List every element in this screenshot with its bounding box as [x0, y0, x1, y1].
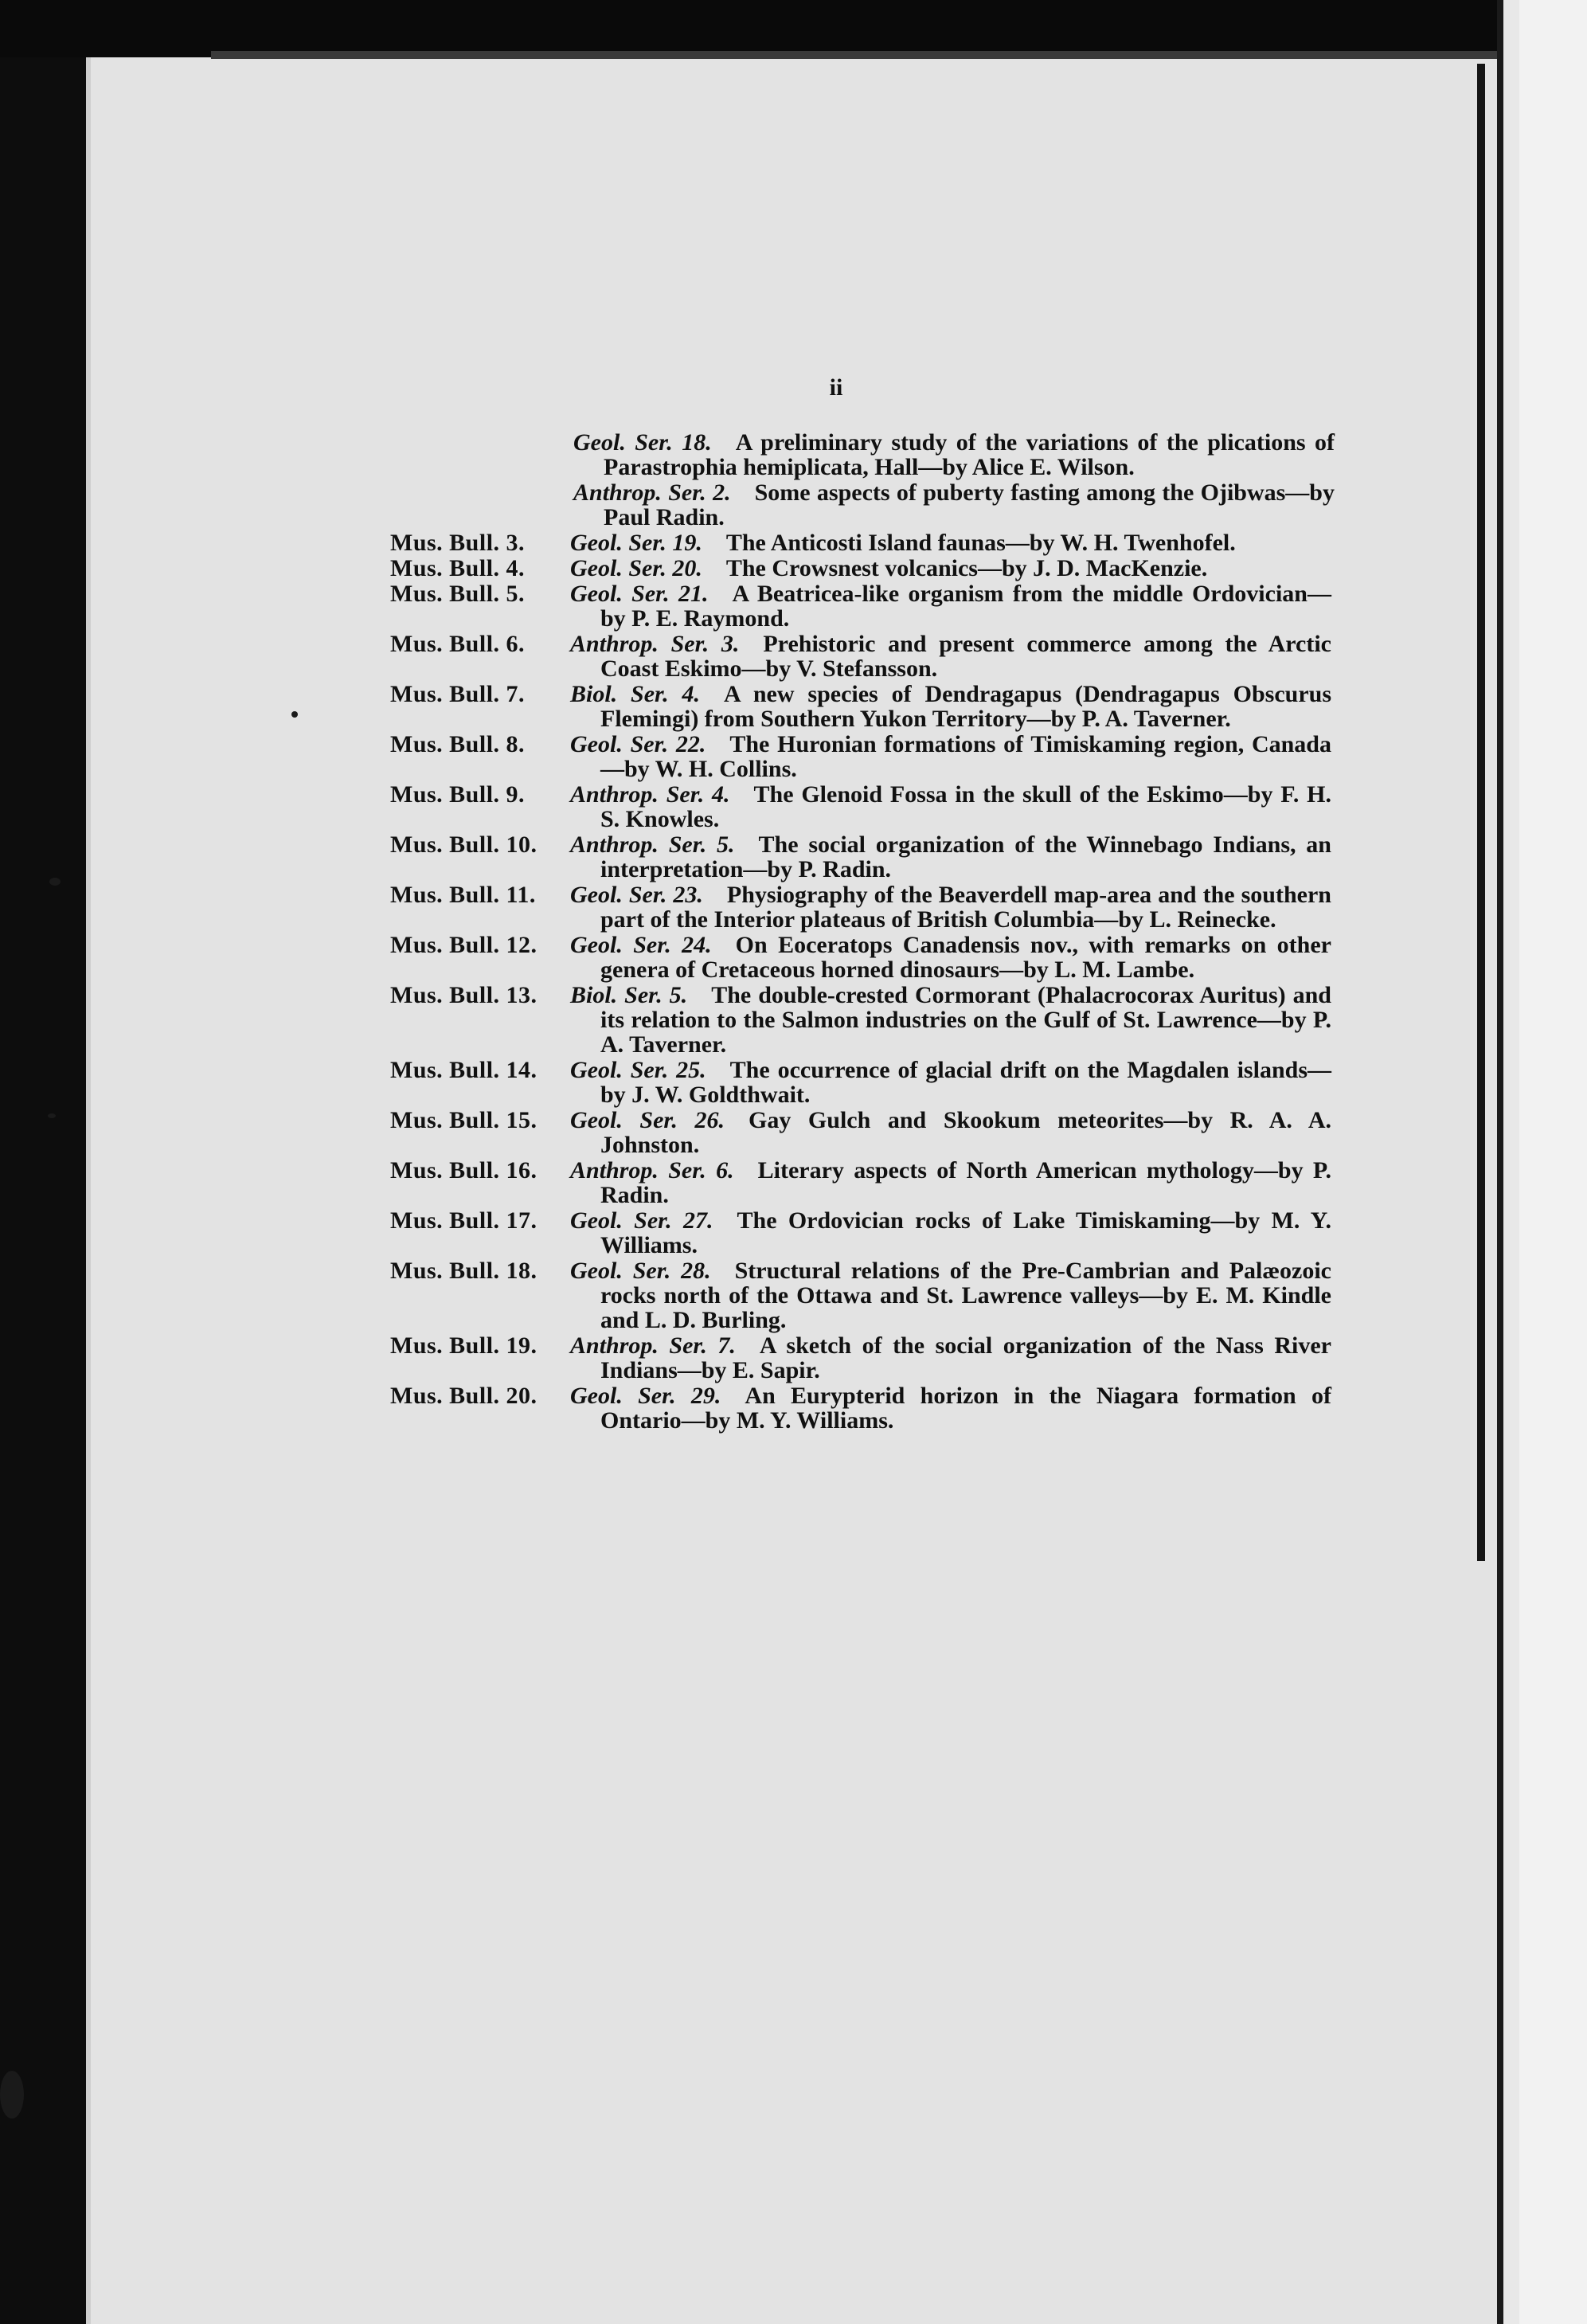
list-item: [0, 430, 1587, 479]
entry-description: [570, 1208, 1331, 1258]
bulletin-number: Mus. Bull. 15.: [390, 1107, 537, 1133]
publication-list: [0, 430, 1587, 1433]
publication-title: The occurrence of glacial drift on the Magdalen islands—by J. W. Goldthwait.: [600, 1057, 1331, 1108]
entry-description: [570, 1258, 1331, 1332]
scan-top-border: [0, 0, 1587, 57]
series-reference: Geol. Ser. 18.: [573, 429, 712, 456]
series-reference: Geol. Ser. 19.: [570, 530, 702, 556]
list-item: [0, 1158, 1587, 1207]
bulletin-number: Mus. Bull. 17.: [390, 1207, 537, 1234]
series-reference: Anthrop. Ser. 4.: [570, 781, 730, 808]
bulletin-number: Mus. Bull. 10.: [390, 831, 537, 858]
entry-description: [570, 882, 1331, 932]
bulletin-number: Mus. Bull. 3.: [390, 530, 526, 556]
bulletin-number: Mus. Bull. 14.: [390, 1057, 537, 1083]
series-reference: Geol. Ser. 27.: [570, 1207, 713, 1234]
list-item: [0, 782, 1587, 831]
publication-title: A preliminary study of the variations of the plications of Parastrophia hemiplicata, Hall—by Alice E. Wilson.: [604, 429, 1335, 480]
publication-title: The Huronian formations of Timiskaming region, Canada—by W. H. Collins.: [600, 731, 1331, 782]
publication-title: The double-crested Cormorant (Phalacrocorax Auritus) and its relation to the Salmon industries on the Gulf of St. Lawrence—by P. A. Taverner.: [600, 982, 1331, 1058]
bulletin-number: Mus. Bull. 8.: [390, 731, 526, 757]
entry-description: [570, 832, 1331, 882]
list-item: [0, 1108, 1587, 1157]
series-reference: Geol. Ser. 29.: [570, 1383, 721, 1409]
list-item: [0, 1058, 1587, 1107]
bulletin-number: Mus. Bull. 7.: [390, 681, 526, 707]
entry-description: [570, 581, 1331, 631]
list-item: [0, 1383, 1587, 1433]
publication-title: The Crowsnest volcanics—by J. D. MacKenzie.: [725, 555, 1208, 581]
publication-title: Physiography of the Beaverdell map-area and the southern part of the Interior plateaus of British Columbia—by L. Reinecke.: [600, 882, 1331, 933]
bulletin-number: Mus. Bull. 20.: [390, 1383, 537, 1409]
publication-title: Literary aspects of North American mythology—by P. Radin.: [600, 1157, 1331, 1208]
series-reference: Anthrop. Ser. 2.: [573, 479, 731, 506]
entry-description: [573, 480, 1335, 530]
publication-title: The Glenoid Fossa in the skull of the Eskimo—by F. H. S. Knowles.: [600, 781, 1331, 832]
page-top-edge: [211, 51, 1501, 59]
list-item: [0, 983, 1587, 1057]
series-reference: Geol. Ser. 21.: [570, 581, 709, 607]
entry-description: [570, 933, 1331, 982]
list-item: [0, 732, 1587, 781]
bulletin-number: Mus. Bull. 5.: [390, 581, 526, 607]
series-reference: Anthrop. Ser. 5.: [570, 831, 735, 858]
bulletin-number: Mus. Bull. 18.: [390, 1258, 537, 1284]
scan-speck: [0, 2071, 24, 2119]
series-reference: Geol. Ser. 26.: [570, 1107, 725, 1133]
publication-title: A new species of Dendragapus (Dendragapus Obscurus Flemingi) from Southern Yukon Territory—by P. A. Taverner.: [600, 681, 1331, 732]
publication-title: Structural relations of the Pre-Cambrian and Palæozoic rocks north of the Ottawa and St. Lawrence valleys—by E. M. Kindle and L. D. Burling.: [600, 1258, 1331, 1333]
publication-title: The social organization of the Winnebago Indians, an interpretation—by P. Radin.: [600, 831, 1331, 882]
bulletin-number: Mus. Bull. 13.: [390, 982, 537, 1008]
list-item: [0, 480, 1587, 530]
page-number: ii: [829, 374, 843, 401]
publication-title: An Eurypterid horizon in the Niagara formation of Ontario—by M. Y. Williams.: [600, 1383, 1332, 1434]
publication-title: The Anticosti Island faunas—by W. H. Twenhofel.: [725, 530, 1236, 556]
bulletin-number: Mus. Bull. 12.: [390, 932, 537, 958]
publication-title: Gay Gulch and Skookum meteorites—by R. A. A. Johnston.: [600, 1107, 1331, 1158]
bulletin-number: Mus. Bull. 9.: [390, 781, 526, 808]
publication-title: A sketch of the social organization of the Nass River Indians—by E. Sapir.: [600, 1332, 1331, 1383]
list-item: [0, 530, 1587, 555]
entry-description: [570, 556, 1331, 581]
series-reference: Geol. Ser. 22.: [570, 731, 706, 757]
series-reference: Geol. Ser. 25.: [570, 1057, 706, 1083]
series-reference: Geol. Ser. 20.: [570, 555, 702, 581]
entry-description: [570, 1058, 1331, 1107]
publication-title: Some aspects of puberty fasting among the Ojibwas—by Paul Radin.: [604, 479, 1335, 530]
entry-description: [570, 682, 1331, 731]
series-reference: Biol. Ser. 4.: [570, 681, 700, 707]
entry-description: [570, 732, 1331, 781]
series-reference: Anthrop. Ser. 3.: [570, 631, 740, 657]
publication-title: A Beatricea-like organism from the middle Ordovician—by P. E. Raymond.: [600, 581, 1331, 632]
entry-description: [570, 1333, 1331, 1383]
publication-title: Prehistoric and present commerce among the Arctic Coast Eskimo—by V. Stefansson.: [600, 631, 1331, 682]
entry-description: [570, 1158, 1331, 1207]
entry-description: [570, 782, 1331, 831]
publication-title: On Eoceratops Canadensis nov., with remarks on other genera of Cretaceous horned dinosaurs—by L. M. Lambe.: [600, 932, 1331, 983]
list-item: [0, 1208, 1587, 1258]
list-item: [0, 581, 1587, 631]
series-reference: Anthrop. Ser. 6.: [570, 1157, 734, 1184]
entry-description: [570, 632, 1331, 681]
bulletin-number: Mus. Bull. 6.: [390, 631, 526, 657]
bulletin-number: Mus. Bull. 19.: [390, 1332, 537, 1359]
bulletin-number: Mus. Bull. 16.: [390, 1157, 537, 1184]
series-reference: Biol. Ser. 5.: [570, 982, 688, 1008]
bulletin-number: Mus. Bull. 4.: [390, 555, 526, 581]
series-reference: Geol. Ser. 23.: [570, 882, 703, 908]
list-item: [0, 933, 1587, 982]
entry-description: [570, 1383, 1331, 1433]
series-reference: Anthrop. Ser. 7.: [570, 1332, 736, 1359]
entry-description: [570, 530, 1331, 555]
list-item: [0, 682, 1587, 731]
series-reference: Geol. Ser. 24.: [570, 932, 712, 958]
list-item: [0, 832, 1587, 882]
publication-title: The Ordovician rocks of Lake Timiskaming—by M. Y. Williams.: [600, 1207, 1332, 1258]
list-item: [0, 632, 1587, 681]
list-item: [0, 1333, 1587, 1383]
list-item: [0, 556, 1587, 581]
entry-description: [570, 1108, 1331, 1157]
bulletin-number: Mus. Bull. 11.: [390, 882, 536, 908]
list-item: [0, 882, 1587, 932]
entry-description: [573, 430, 1335, 479]
series-reference: Geol. Ser. 28.: [570, 1258, 711, 1284]
entry-description: [570, 983, 1331, 1057]
list-item: [0, 1258, 1587, 1332]
